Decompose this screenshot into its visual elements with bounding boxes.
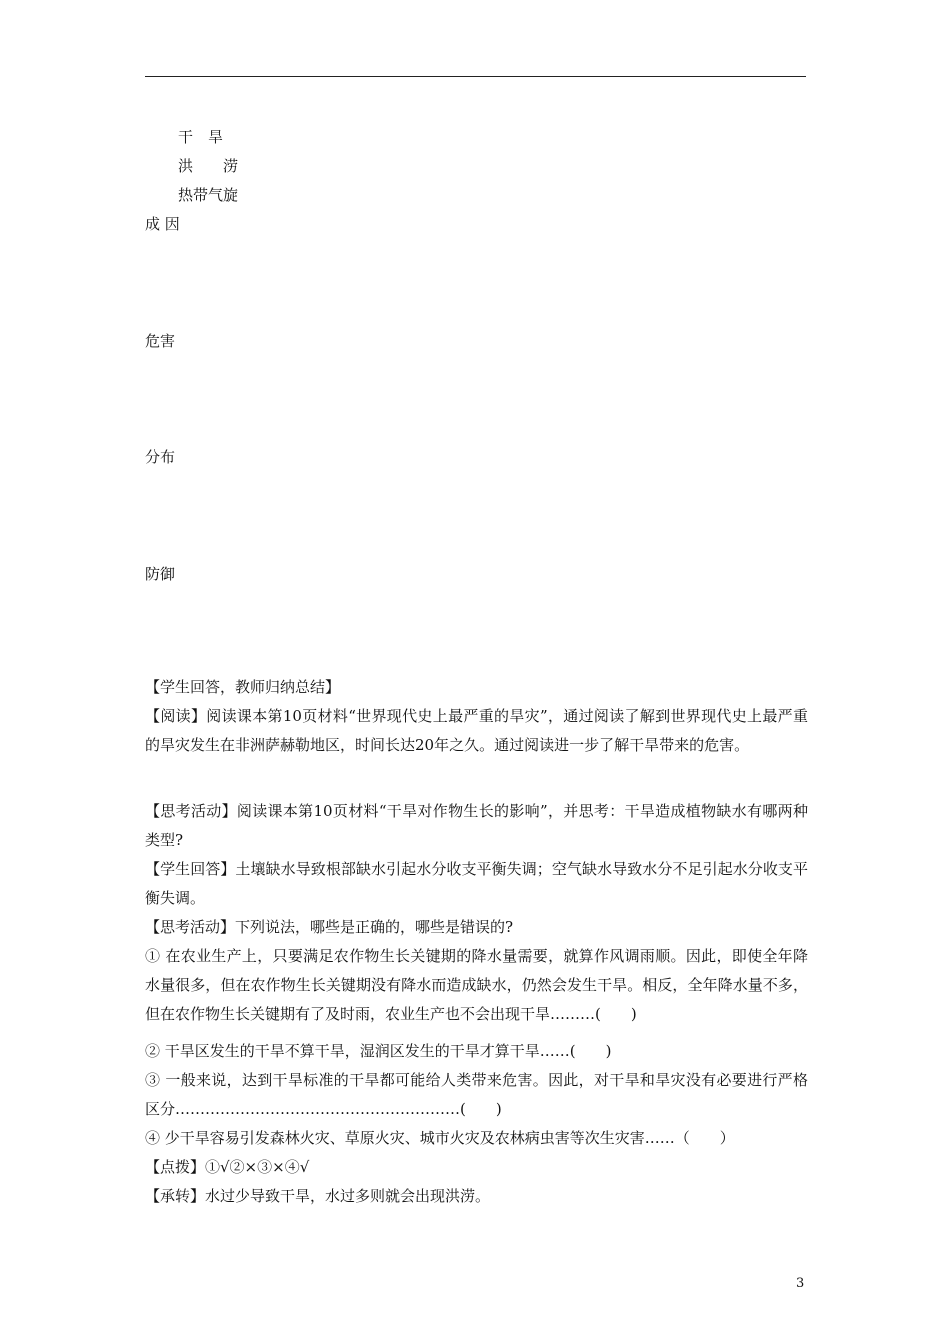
column-flood: 洪 涝: [178, 157, 239, 175]
page-number: 3: [796, 1276, 805, 1291]
statement-1: ① 在农业生产上，只要满足农作物生长关键期的降水量需要，就算作风调雨顺。因此，即使全年降水量很多，但在农作物生长关键期没有降水而造成缺水，仍然会发生干旱。相反，全年降水量不多，但在农作物生长关键期有了及时雨，农业生产也不会出现干旱………( ): [145, 947, 808, 1023]
para-thinking-activity-2: 【思考活动】下列说法，哪些是正确的，哪些是错误的?: [145, 918, 514, 936]
statement-4: ④ 少干旱容易引发森林火灾、草原火灾、城市火灾及农林病虫害等次生灾害……（ ）: [145, 1129, 735, 1147]
row-distribution-label: 分布: [145, 448, 176, 466]
row-harm-label: 危害: [145, 332, 176, 350]
row-cause-label: 成 因: [145, 215, 180, 233]
statement-2: ② 干旱区发生的干旱不算干旱，湿润区发生的干旱才算干旱……( ): [145, 1042, 612, 1060]
column-tropical-cyclone: 热带气旋: [178, 186, 239, 204]
para-hint: 【点拨】①√②×③×④√: [145, 1158, 310, 1176]
para-student-answer: 【学生回答】土壤缺水导致根部缺水引起水分收支平衡失调；空气缺水导致水分不足引起水分收支平衡失调。: [145, 860, 808, 907]
row-defense-label: 防御: [145, 565, 176, 583]
statement-3: ③ 一般来说，达到干旱标准的干旱都可能给人类带来危害。因此，对干旱和旱灾没有必要进行严格区分…………………………………………………( ): [145, 1071, 808, 1118]
para-summary-heading: 【学生回答，教师归纳总结】: [145, 678, 341, 696]
header-rule: [145, 76, 806, 77]
para-reading: 【阅读】阅读课本第10页材料“世界现代史上最严重的旱灾”，通过阅读了解到世界现代史上最严重的旱灾发生在非洲萨赫勒地区，时间长达20年之久。通过阅读进一步了解干旱带来的危害。: [145, 707, 808, 754]
para-transition: 【承转】水过少导致干旱，水过多则就会出现洪涝。: [145, 1187, 491, 1205]
column-drought: 干 旱: [178, 128, 224, 146]
para-thinking-activity-1: 【思考活动】阅读课本第10页材料“干旱对作物生长的影响”，并思考：干旱造成植物缺水有哪两种类型?: [145, 802, 808, 849]
